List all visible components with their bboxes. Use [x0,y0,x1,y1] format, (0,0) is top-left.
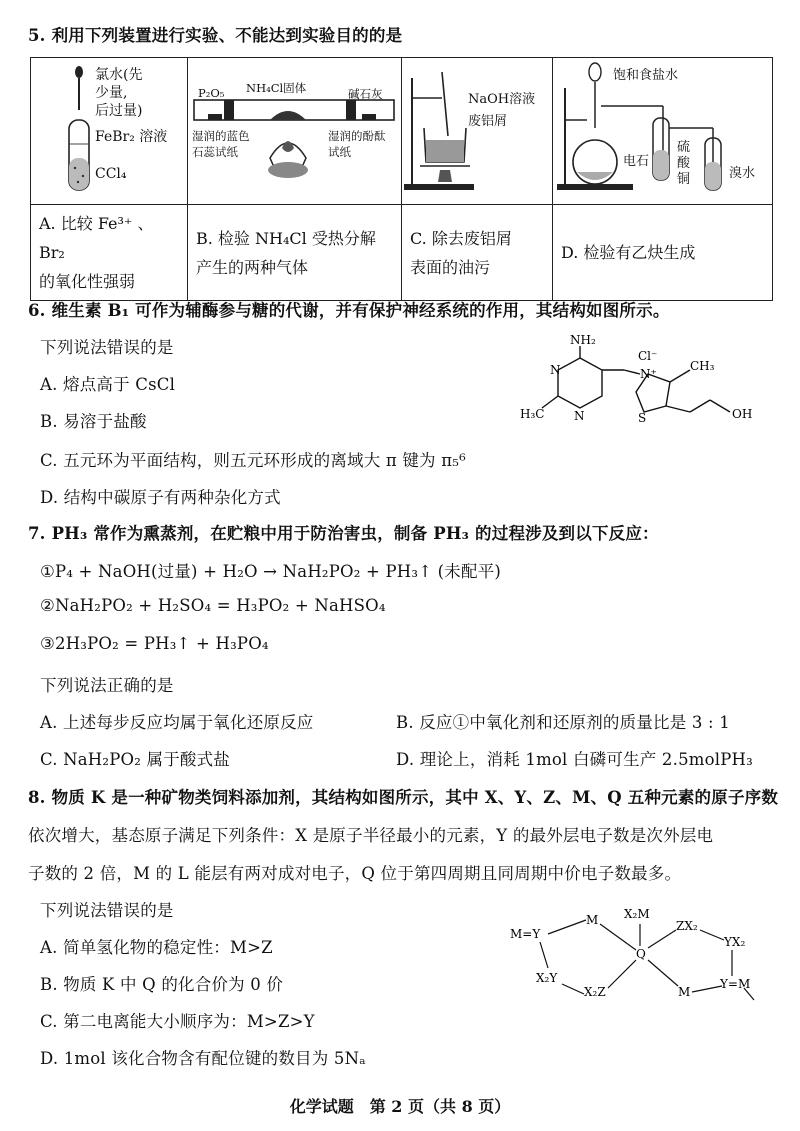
svg-text:H₃C: H₃C [520,407,545,421]
q8-stem-2: 依次增大，基态原子满足下列条件：X 是原子半径最小的元素，Y 的最外层电子数是次外层电 [28,826,714,845]
q8-option-c: C. 第二电离能大小顺序为：M>Z>Y [40,1012,315,1031]
phenol-label-2: 试纸 [328,145,351,159]
q7-option-c: C. NaH₂PO₂ 属于酸式盐 [40,750,230,769]
nh4cl-label: NH₄Cl固体 [246,81,307,95]
svg-text:M=Y: M=Y [510,927,541,941]
q8-option-a: A. 简单氢化物的稳定性：M>Z [40,938,273,957]
q7-reaction-1: ①P₄ + NaOH(过量) + H₂O → NaH₂PO₂ + PH₃↑ (未配平) [40,562,502,581]
svg-text:N⁺: N⁺ [640,367,657,381]
apparatus-d [553,58,773,205]
svg-text:Q: Q [636,947,646,961]
q6-prompt: 下列说法错误的是 [40,338,174,357]
q7-option-b: B. 反应①中氧化剂和还原剂的质量比是 3 : 1 [396,713,730,732]
naoh-label: NaOH溶液 [468,92,536,107]
q7-option-a: A. 上述每步反应均属于氧化还原反应 [40,713,314,732]
q7-reaction-2: ②NaH₂PO₂ + H₂SO₄ = H₃PO₂ + NaHSO₄ [40,596,386,615]
svg-text:M: M [678,985,691,999]
svg-text:X₂Y: X₂Y [536,971,558,985]
q7-stem: 7. PH₃ 常作为熏蒸剂，在贮粮中用于防治害虫，制备 PH₃ 的过程涉及到以下反应： [28,524,659,543]
phenol-label-1: 湿润的酚酞 [328,129,386,143]
p2o5-label: P₂O₅ [198,86,225,100]
cuso4-label-2: 酸 [677,156,691,171]
beaker-stand-icon [402,58,552,202]
caption-c: C. 除去废铝屑 表面的油污 [402,205,553,301]
svg-text:Cl⁻: Cl⁻ [638,349,658,363]
svg-text:X₂Z: X₂Z [584,985,606,999]
q5-apparatus-table [30,57,773,301]
caption-d: D. 检验有乙炔生成 [553,205,773,301]
q5-stem: 5. 利用下列装置进行实验、不能达到实验目的的是 [28,26,403,45]
carbide-label: 电石 [623,154,650,169]
q8-stem-3: 子数的 2 倍，M 的 L 能层有两对成对电子，Q 位于第四周期且同周期中价电子数最多。 [28,864,682,883]
chlorine-label-2: 少量, [95,85,128,101]
litmus-label-2: 石蕊试纸 [192,145,238,159]
cuso4-label-3: 铜 [677,172,691,187]
chlorine-label-3: 后过量) [95,103,143,119]
q8-option-d: D. 1mol 该化合物含有配位键的数目为 5Nₐ [40,1049,366,1068]
brine-label: 饱和食盐水 [613,68,679,83]
ccl4-label: CCl₄ [95,166,127,182]
apparatus-a [31,58,188,205]
chlorine-label-1: 氯水(先 [95,67,143,83]
svg-text:N: N [574,409,585,423]
q7-reaction-3: ③2H₃PO₂ = PH₃↑ + H₃PO₄ [40,634,269,653]
q6-option-d: D. 结构中碳原子有两种杂化方式 [40,488,281,507]
q6-stem: 6. 维生素 B₁ 可作为辅酶参与糖的代谢，并有保护神经系统的作用，其结构如图所示。 [28,301,670,320]
sodalime-label: 碱石灰 [348,87,383,101]
compound-k-structure [500,896,790,1021]
q6-option-b: B. 易溶于盐酸 [40,412,147,431]
page-footer: 化学试题 第 2 页（共 8 页） [289,1097,511,1116]
svg-text:NH₂: NH₂ [570,333,596,347]
q8-prompt: 下列说法错误的是 [40,901,174,920]
caption-b: B. 检验 NH₄Cl 受热分解 产生的两种气体 [188,205,402,301]
svg-text:ZX₂: ZX₂ [676,919,698,933]
cuso4-label-1: 硫 [677,140,691,155]
febr2-label: FeBr₂ 溶液 [95,129,168,145]
q6-option-c: C. 五元环为平面结构，则五元环形成的离域大 π 键为 π₅⁶ [40,451,466,470]
caption-a: A. 比较 Fe³⁺ 、Br₂ 的氧化性强弱 [31,205,188,301]
q6-option-a: A. 熔点高于 CsCl [40,375,176,394]
scrap-label: 废铝屑 [468,114,508,129]
litmus-label-1: 湿润的蓝色 [192,129,250,143]
apparatus-b [188,58,402,205]
svg-text:S: S [638,411,647,425]
q7-prompt: 下列说法正确的是 [40,676,174,695]
svg-text:Y=M: Y=M [720,977,751,991]
svg-text:OH: OH [732,407,753,421]
brwater-label: 溴水 [729,166,756,181]
q8-option-b: B. 物质 K 中 Q 的化合价为 0 价 [40,975,284,994]
q7-option-d: D. 理论上，消耗 1mol 白磷可生产 2.5molPH₃ [396,750,753,769]
svg-text:CH₃: CH₃ [690,359,715,373]
svg-text:X₂M: X₂M [624,907,650,921]
apparatus-c [402,58,553,205]
svg-text:M: M [586,913,599,927]
svg-text:N: N [550,363,561,377]
q8-stem-1: 8. 物质 K 是一种矿物类饲料添加剂，其结构如图所示，其中 X、Y、Z、M、Q 五种元素的原子序数 [28,788,779,807]
vitamin-b1-structure [520,330,780,435]
svg-text:YX₂: YX₂ [724,935,746,949]
